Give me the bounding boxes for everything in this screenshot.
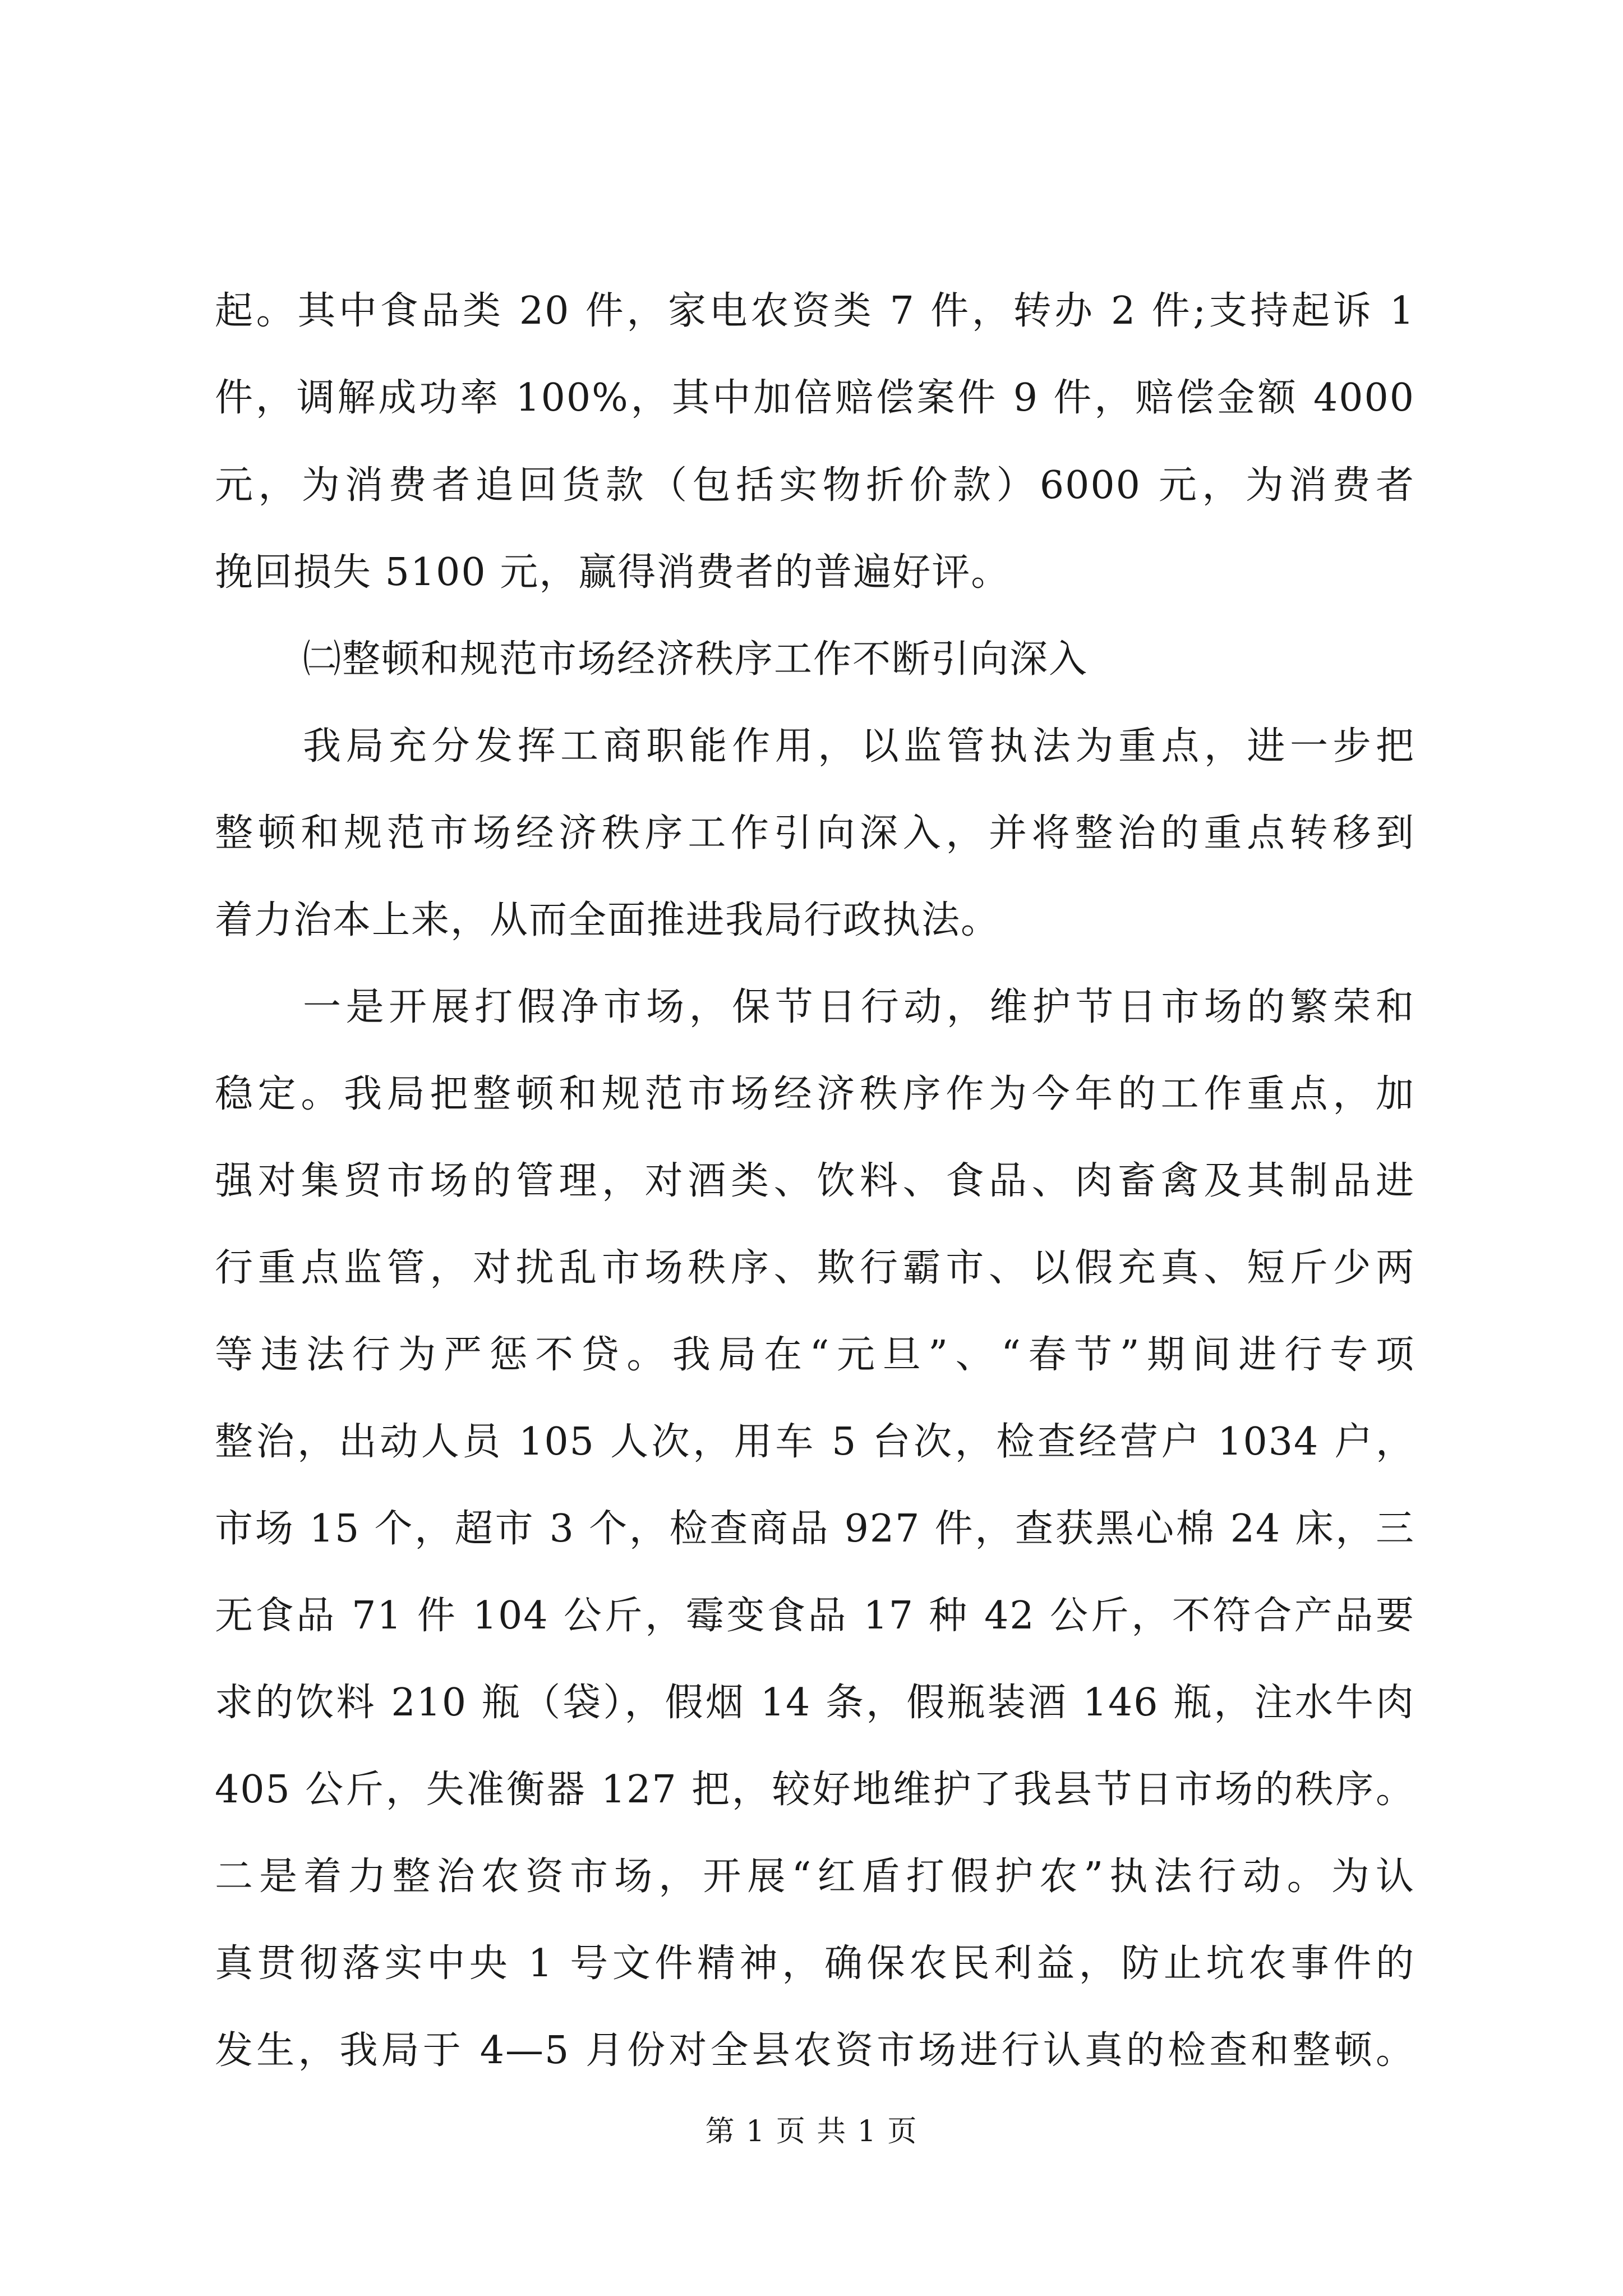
paragraph-line: 我局充分发挥工商职能作用，以监管执法为重点，进一步把 — [303, 724, 1415, 769]
paragraph-line: 着力治本上来，从而全面推进我局行政执法。 — [215, 898, 1000, 942]
paragraph-line: 稳定。我局把整顿和规范市场经济秩序作为今年的工作重点，加 — [215, 1072, 1415, 1116]
paragraph-line: 市场 15 个，超市 3 个，检查商品 927 件，查获黑心棉 24 床，三 — [215, 1507, 1415, 1551]
paragraph-line: 件，调解成功率 100%，其中加倍赔偿案件 9 件，赔偿金额 4000 — [215, 376, 1415, 420]
paragraph-line: 一是开展打假净市场，保节日行动，维护节日市场的繁荣和 — [303, 985, 1415, 1029]
paragraph-line: 发生，我局于 4—5 月份对全县农资市场进行认真的检查和整顿。 — [215, 2028, 1415, 2073]
paragraph-line: 等违法行为严惩不贷。我局在“元旦”、“春节”期间进行专项 — [215, 1333, 1415, 1377]
paragraph-line: 元，为消费者追回货款（包括实物折价款）6000 元，为消费者 — [215, 463, 1415, 508]
paragraph-line: 真贯彻落实中央 1 号文件精神，确保农民利益，防止坑农事件的 — [215, 1941, 1415, 1986]
paragraph-line: 挽回损失 5100 元，赢得消费者的普遍好评。 — [215, 550, 1011, 595]
paragraph-line: 起。其中食品类 20 件，家电农资类 7 件，转办 2 件;支持起诉 1 — [215, 289, 1415, 333]
paragraph-line: 整顿和规范市场经济秩序工作引向深入，并将整治的重点转移到 — [215, 811, 1415, 855]
page-footer: 第 1 页 共 1 页 — [705, 2115, 918, 2148]
paragraph-line: 求的饮料 210 瓶（袋），假烟 14 条，假瓶装酒 146 瓶，注水牛肉 — [215, 1681, 1415, 1725]
paragraph-line: 行重点监管，对扰乱市场秩序、欺行霸市、以假充真、短斤少两 — [215, 1246, 1415, 1290]
paragraph-line: 405 公斤，失准衡器 127 把，较好地维护了我县节日市场的秩序。 — [215, 1768, 1415, 1812]
paragraph-line: 强对集贸市场的管理，对酒类、饮料、食品、肉畜禽及其制品进 — [215, 1159, 1415, 1203]
paragraph-line: 二是着力整治农资市场，开展“红盾打假护农”执法行动。为认 — [215, 1855, 1415, 1899]
paragraph-line: 无食品 71 件 104 公斤，霉变食品 17 种 42 公斤，不符合产品要 — [215, 1594, 1415, 1638]
section-heading: ㈡整顿和规范市场经济秩序工作不断引向深入 — [303, 637, 1089, 682]
paragraph-line: 整治，出动人员 105 人次，用车 5 台次，检查经营户 1034 户， — [215, 1420, 1415, 1464]
